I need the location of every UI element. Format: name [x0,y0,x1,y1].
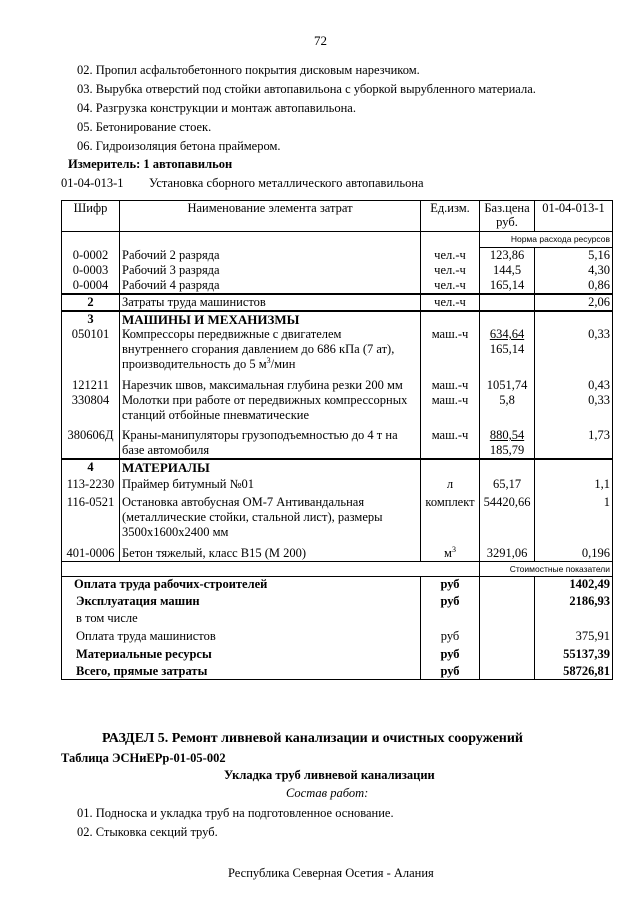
row-price: 165,14 [480,278,535,294]
header-unit: Ед.изм. [421,201,480,232]
row-price: 65,17 [480,475,535,492]
row-name-line: станций отбойные пневматические [122,408,310,422]
row-price [480,327,535,372]
row-norm: 0,33 [535,327,613,372]
cost-label: Всего, прямые затраты [62,662,421,680]
row-price: 54420,66 [480,492,535,540]
row-norm: 0,33 [535,393,613,423]
section-subtitle: Укладка труб ливневой канализации [224,768,435,782]
row-name-line: Краны-манипуляторы грузоподъемностью до 4 т на [122,428,398,442]
work-item: 03. Вырубка отверстий под стойки автопавильона с уборкой вырубленного материала. [77,82,536,96]
header-code: Шифр [62,201,120,232]
row-unit: чел.-ч [421,278,480,294]
row-code: 0-0002 [62,248,120,264]
work-item: 02. Пропил асфальтобетонного покрытия дисковым нарезчиком. [77,63,420,77]
work-item: 05. Бетонирование стоек. [77,120,212,134]
norm-caption: Норма расхода ресурсов [480,232,613,248]
cost-value: 55137,39 [535,644,613,662]
row-name: Рабочий 3 разряда [120,263,421,278]
row-price [480,423,535,459]
cost-row [62,609,613,626]
table-row [62,263,613,278]
row-code: 050101 [62,327,120,372]
row-name: Нарезчик швов, максимальная глубина резки 200 мм [120,372,421,393]
resource-table [61,200,613,680]
cost-unit: руб [421,662,480,680]
cost-row [62,662,613,680]
row-norm: 0,86 [535,278,613,294]
cost-unit: руб [421,592,480,609]
table-row [62,492,613,540]
norm-caption-row [62,232,613,248]
row-code: 116-0521 [62,492,120,540]
cost-unit: руб [421,577,480,593]
table-row [62,327,613,372]
row-unit: л [421,475,480,492]
row-unit: комплект [421,492,480,540]
row-name-line: 3500x1600x2400 мм [122,525,229,539]
row-norm: 0,196 [535,540,613,562]
cost-label: Материальные ресурсы [62,644,421,662]
row-norm: 1,73 [535,423,613,459]
row-code: 4 [62,459,120,475]
header-base-price-line1: Баз.цена [484,201,530,215]
composition-item: 01. Подноска и укладка труб на подготовленное основание. [77,806,394,820]
cost-label: Эксплуатация машин [62,592,421,609]
row-code: 380606Д [62,423,120,459]
row-name-line: Остановка автобусная ОМ-7 Антивандальная [122,495,365,509]
row-name: Рабочий 4 разряда [120,278,421,294]
cost-row [62,577,613,593]
row-name-line: Компрессоры передвижные с двигателем [122,327,342,341]
row-name-line: /мин [270,357,296,371]
table-header-row [62,201,613,232]
table-reference: Таблица ЭСНиЕРр-01-05-002 [61,751,226,765]
meter-label: Измеритель: 1 автопавильон [68,157,233,171]
code-line-code: 01-04-013-1 [61,176,124,190]
header-base-price [480,201,535,232]
unit-text: м [444,546,452,560]
row-name-line: базе автомобиля [122,443,210,457]
row-price-sub: 165,14 [489,342,525,356]
cost-value: 1402,49 [535,577,613,593]
header-name: Наименование элемента затрат [120,201,421,232]
section-title: МАШИНЫ И МЕХАНИЗМЫ [120,311,421,327]
row-code: 121211 [62,372,120,393]
cost-unit: руб [421,644,480,662]
superscript: 3 [451,544,456,554]
row-unit: маш.-ч [421,423,480,459]
cost-value: 375,91 [535,626,613,644]
cost-value: 58726,81 [535,662,613,680]
row-norm: 1 [535,492,613,540]
row-code: 0-0003 [62,263,120,278]
cost-label: Оплата труда машинистов [62,626,421,644]
row-name-line: внутреннего сгорания давлением до 686 кПа (7 ат), [122,342,395,356]
section-header-row [62,311,613,327]
row-norm: 4,30 [535,263,613,278]
row-price: 144,5 [480,263,535,278]
cost-row [62,592,613,609]
row-code: 2 [62,294,120,311]
cost-row [62,626,613,644]
row-unit: чел.-ч [421,294,480,311]
cost-label: в том числе [62,609,421,626]
row-price-main: 880,54 [489,428,525,442]
cost-unit: руб [421,626,480,644]
cost-label: Оплата труда рабочих-строителей [62,577,421,593]
table-row [62,540,613,562]
row-code: 113-2230 [62,475,120,492]
header-base-price-line2: руб. [496,215,518,229]
header-norm: 01-04-013-1 [535,201,613,232]
row-norm: 5,16 [535,248,613,264]
table-row [62,294,613,311]
row-unit [421,540,480,562]
row-name [120,327,421,372]
table-row [62,372,613,393]
row-unit: чел.-ч [421,248,480,264]
row-price: 1051,74 [480,372,535,393]
cost-value: 2186,93 [535,592,613,609]
section-title: МАТЕРИАЛЫ [120,459,421,475]
cost-caption-row [62,562,613,577]
composition-item: 02. Стыковка секций труб. [77,825,218,839]
section-header-row [62,459,613,475]
row-name [120,423,421,459]
page-footer: Республика Северная Осетия - Алания [228,866,434,880]
table-row [62,393,613,423]
row-norm: 0,43 [535,372,613,393]
cost-caption: Стоимостные показатели [480,562,613,577]
row-price-main: 634,64 [489,327,525,341]
row-code: 330804 [62,393,120,423]
row-name [120,492,421,540]
section-title: РАЗДЕЛ 5. Ремонт ливневой канализации и очистных сооружений [102,731,523,746]
cost-row [62,644,613,662]
page-number: 72 [314,33,327,48]
row-unit: чел.-ч [421,263,480,278]
composition-heading: Состав работ: [286,786,369,800]
table-row [62,475,613,492]
row-code: 0-0004 [62,278,120,294]
row-name: Бетон тяжелый, класс В15 (М 200) [120,540,421,562]
row-name [120,393,421,423]
row-name: Рабочий 2 разряда [120,248,421,264]
row-name: Праймер битумный №01 [120,475,421,492]
code-line-title: Установка сборного металлического автопавильона [149,176,424,190]
row-norm: 1,1 [535,475,613,492]
row-code: 401-0006 [62,540,120,562]
work-item: 04. Разгрузка конструкции и монтаж автопавильона. [77,101,356,115]
row-unit: маш.-ч [421,372,480,393]
row-name-line: (металлические стойки, стальной лист), размеры [122,510,383,524]
row-unit: маш.-ч [421,327,480,372]
row-price-sub: 185,79 [489,443,525,457]
table-row [62,278,613,294]
row-norm: 2,06 [535,294,613,311]
row-price: 3291,06 [480,540,535,562]
table-row [62,423,613,459]
work-item: 06. Гидроизоляция бетона праймером. [77,139,281,153]
table-row [62,248,613,264]
row-price: 5,8 [480,393,535,423]
row-name-line: Молотки при работе от передвижных компрессорных [122,393,408,407]
row-price: 123,86 [480,248,535,264]
row-name: Затраты труда машинистов [120,294,421,311]
row-code: 3 [62,311,120,327]
row-name-line: производительность до 5 м [122,357,267,371]
superscript: 3 [266,355,271,365]
row-unit: маш.-ч [421,393,480,423]
